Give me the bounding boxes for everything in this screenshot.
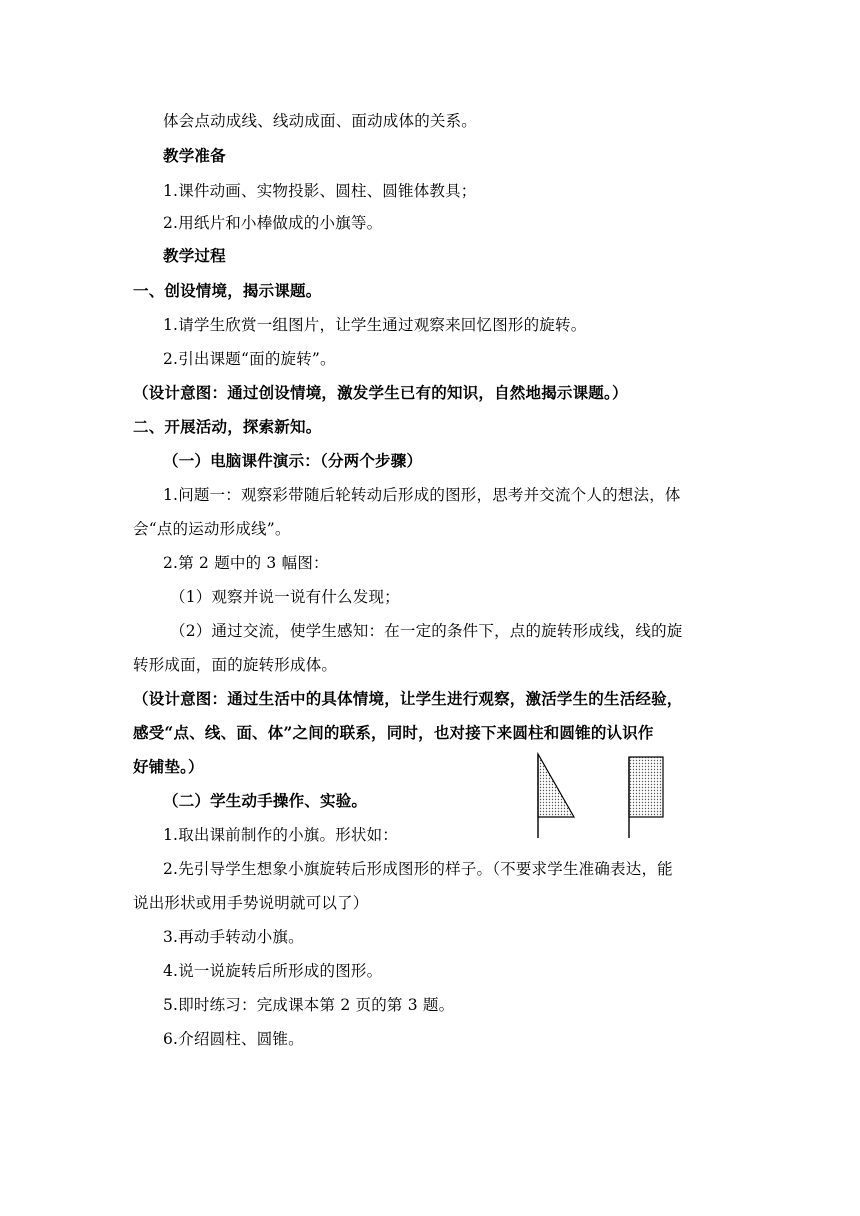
list-item: 1.问题一：观察彩带随后轮转动后形成的图形，思考并交流个人的想法，体	[163, 486, 681, 504]
flag-figures	[530, 750, 700, 842]
subsection-heading-2: （二）学生动手操作、实验。	[163, 791, 368, 810]
section-heading-2: 二、开展活动，探索新知。	[133, 417, 322, 436]
paragraph-line: 说出形状或用手势说明就可以了）	[133, 894, 369, 912]
list-item: 2.引出课题“面的旋转”。	[163, 350, 336, 368]
list-item: 3.再动手转动小旗。	[163, 928, 304, 946]
list-item: 6.介绍圆柱、圆锥。	[163, 1030, 304, 1048]
list-item: 2.用纸片和小棒做成的小旗等。	[163, 214, 383, 232]
list-item: （1）观察并说一说有什么发现；	[170, 588, 400, 606]
heading-process: 教学过程	[163, 246, 226, 265]
rectangle-flag-icon	[629, 757, 663, 838]
paragraph-line: 转形成面，面的旋转形成体。	[133, 656, 338, 674]
design-intent-note: 好铺垫。）	[133, 757, 204, 776]
heading-preparation: 教学准备	[163, 146, 226, 165]
paragraph-line: 会“点的运动形成线”。	[133, 520, 291, 538]
list-item: 1.取出课前制作的小旗。形状如：	[163, 826, 398, 844]
design-intent-note: （设计意图：通过创设情境，激发学生已有的知识，自然地揭示课题。）	[133, 383, 628, 402]
subsection-heading-1: （一）电脑课件演示：（分两个步骤）	[163, 451, 423, 470]
list-item: 1.请学生欣赏一组图片，让学生通过观察来回忆图形的旋转。	[163, 316, 587, 334]
list-item: 2.先引导学生想象小旗旋转后形成图形的样子。（不要求学生准确表达，能	[163, 860, 673, 878]
paragraph-line: 体会点动成线、线动成面、面动成体的关系。	[163, 112, 478, 130]
section-heading-1: 一、创设情境，揭示课题。	[133, 281, 322, 300]
list-item: 4.说一说旋转后所形成的图形。	[163, 962, 383, 980]
list-item: （2）通过交流，使学生感知：在一定的条件下，点的旋转形成线，线的旋	[170, 622, 683, 640]
design-intent-note: 感受“点、线、面、体”之间的联系，同时，也对接下来圆柱和圆锥的认识作	[133, 723, 654, 742]
list-item: 1.课件动画、实物投影、圆柱、圆锥体教具；	[163, 182, 477, 200]
design-intent-note: （设计意图：通过生活中的具体情境，让学生进行观察，激活学生的生活经验，	[133, 689, 683, 708]
list-item: 5.即时练习：完成课本第 2 页的第 3 题。	[163, 996, 455, 1014]
list-item: 2.第 2 题中的 3 幅图：	[163, 554, 329, 572]
triangle-flag-icon	[538, 754, 574, 838]
